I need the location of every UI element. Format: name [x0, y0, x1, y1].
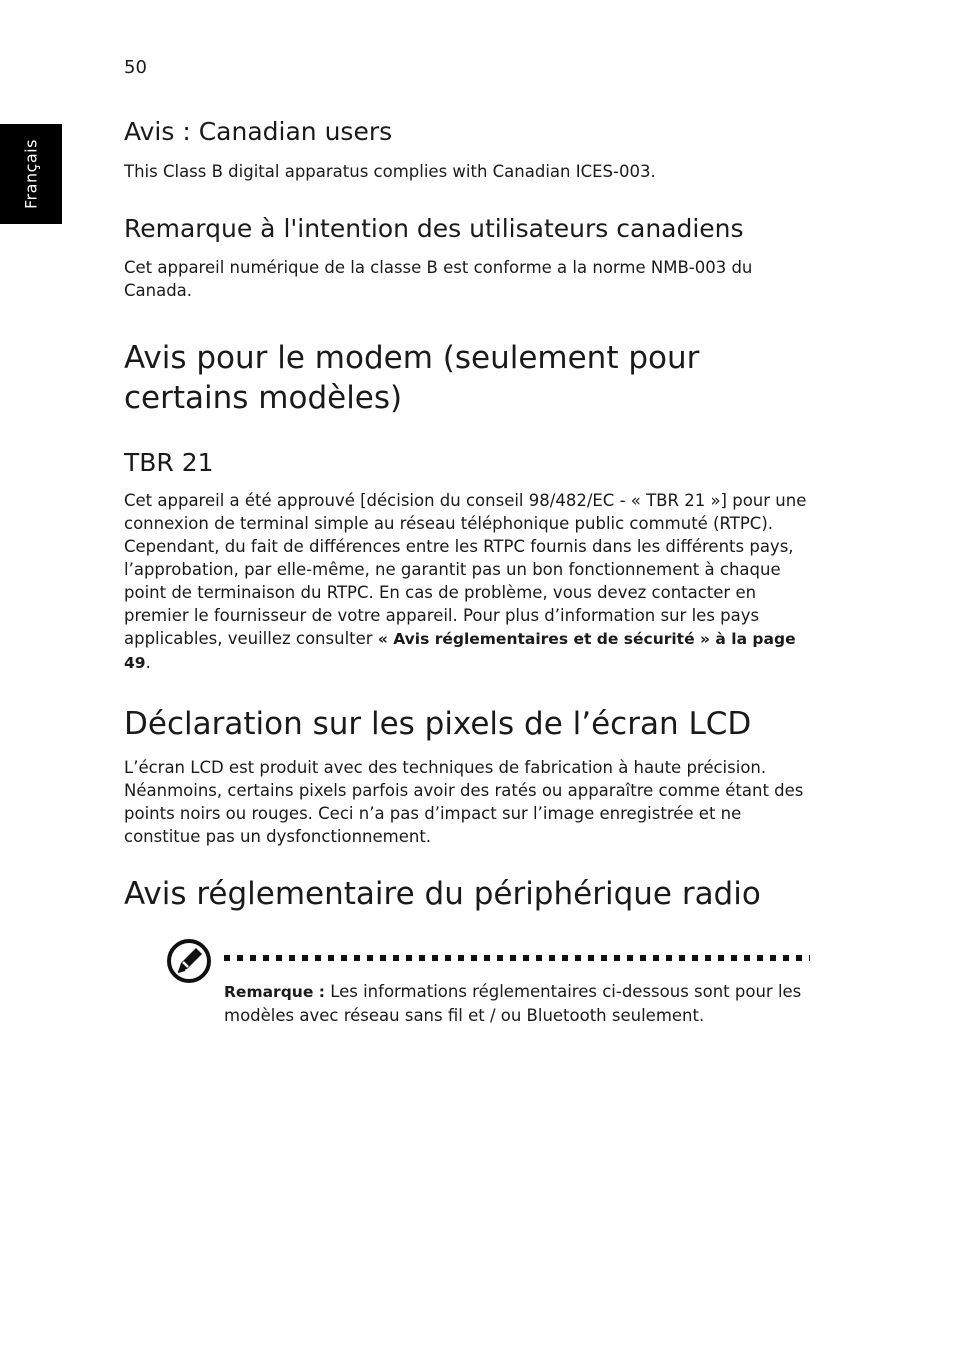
radio-note: [224, 980, 810, 1027]
heading-tbr21: TBR 21: [124, 448, 214, 477]
heading-canadian-remark: Remarque à l'intention des utilisateurs canadiens: [124, 214, 744, 243]
tbr21-text: [124, 489, 814, 675]
heading-lcd-pixels: Déclaration sur les pixels de l’écran LCD: [124, 706, 752, 742]
note-body: Les informations réglementaires ci-dessous sont pour les modèles avec réseau sans fil et / ou Bluetooth seulement.: [224, 982, 802, 1025]
page-number: 50: [124, 57, 147, 78]
tbr21-end: .: [145, 653, 151, 672]
side-tab-label: Français: [21, 139, 41, 209]
note-dotted-rule: [224, 955, 810, 961]
canadian-users-text: This Class B digital apparatus complies with Canadian ICES-003.: [124, 162, 656, 181]
language-side-tab: [0, 124, 62, 224]
note-label: Remarque :: [224, 983, 325, 1001]
tbr21-body: Cet appareil a été approuvé [décision du conseil 98/482/EC - « TBR 21 »] pour une connexion de terminal simple au réseau téléphonique public commuté (RTPC). Cependant, du fait de différences entre les RTPC fournis dans les différents pays, l’approbation, par elle-même, ne garantit pas un bon fonctionnement à chaque point de terminaison du RTPC. En cas de problème, vous devez contacter en premier le fournisseur de votre appareil. Pour plus d’information sur les pays applicables, veuillez consulter: [124, 491, 807, 648]
heading-canadian-users: Avis : Canadian users: [124, 117, 393, 146]
heading-modem: Avis pour le modem (seulement pour certains modèles): [124, 340, 700, 416]
canadian-remark-text: Cet appareil numérique de la classe B est conforme a la norme NMB-003 du Canada.: [124, 258, 753, 300]
heading-radio-device: Avis réglementaire du périphérique radio: [124, 876, 761, 912]
safety-notices-link[interactable]: « Avis réglementaires et de sécurité » à la page 49: [124, 630, 796, 672]
note-pen-icon: [166, 938, 212, 984]
lcd-pixels-text: L’écran LCD est produit avec des techniques de fabrication à haute précision. Néanmoins, certains pixels parfois avoir des ratés ou apparaître comme étant des points noirs ou rouges. Ceci n’a pas d’impact sur l’image enregistrée et ne constitue pas un dysfonctionnement.: [124, 758, 804, 846]
